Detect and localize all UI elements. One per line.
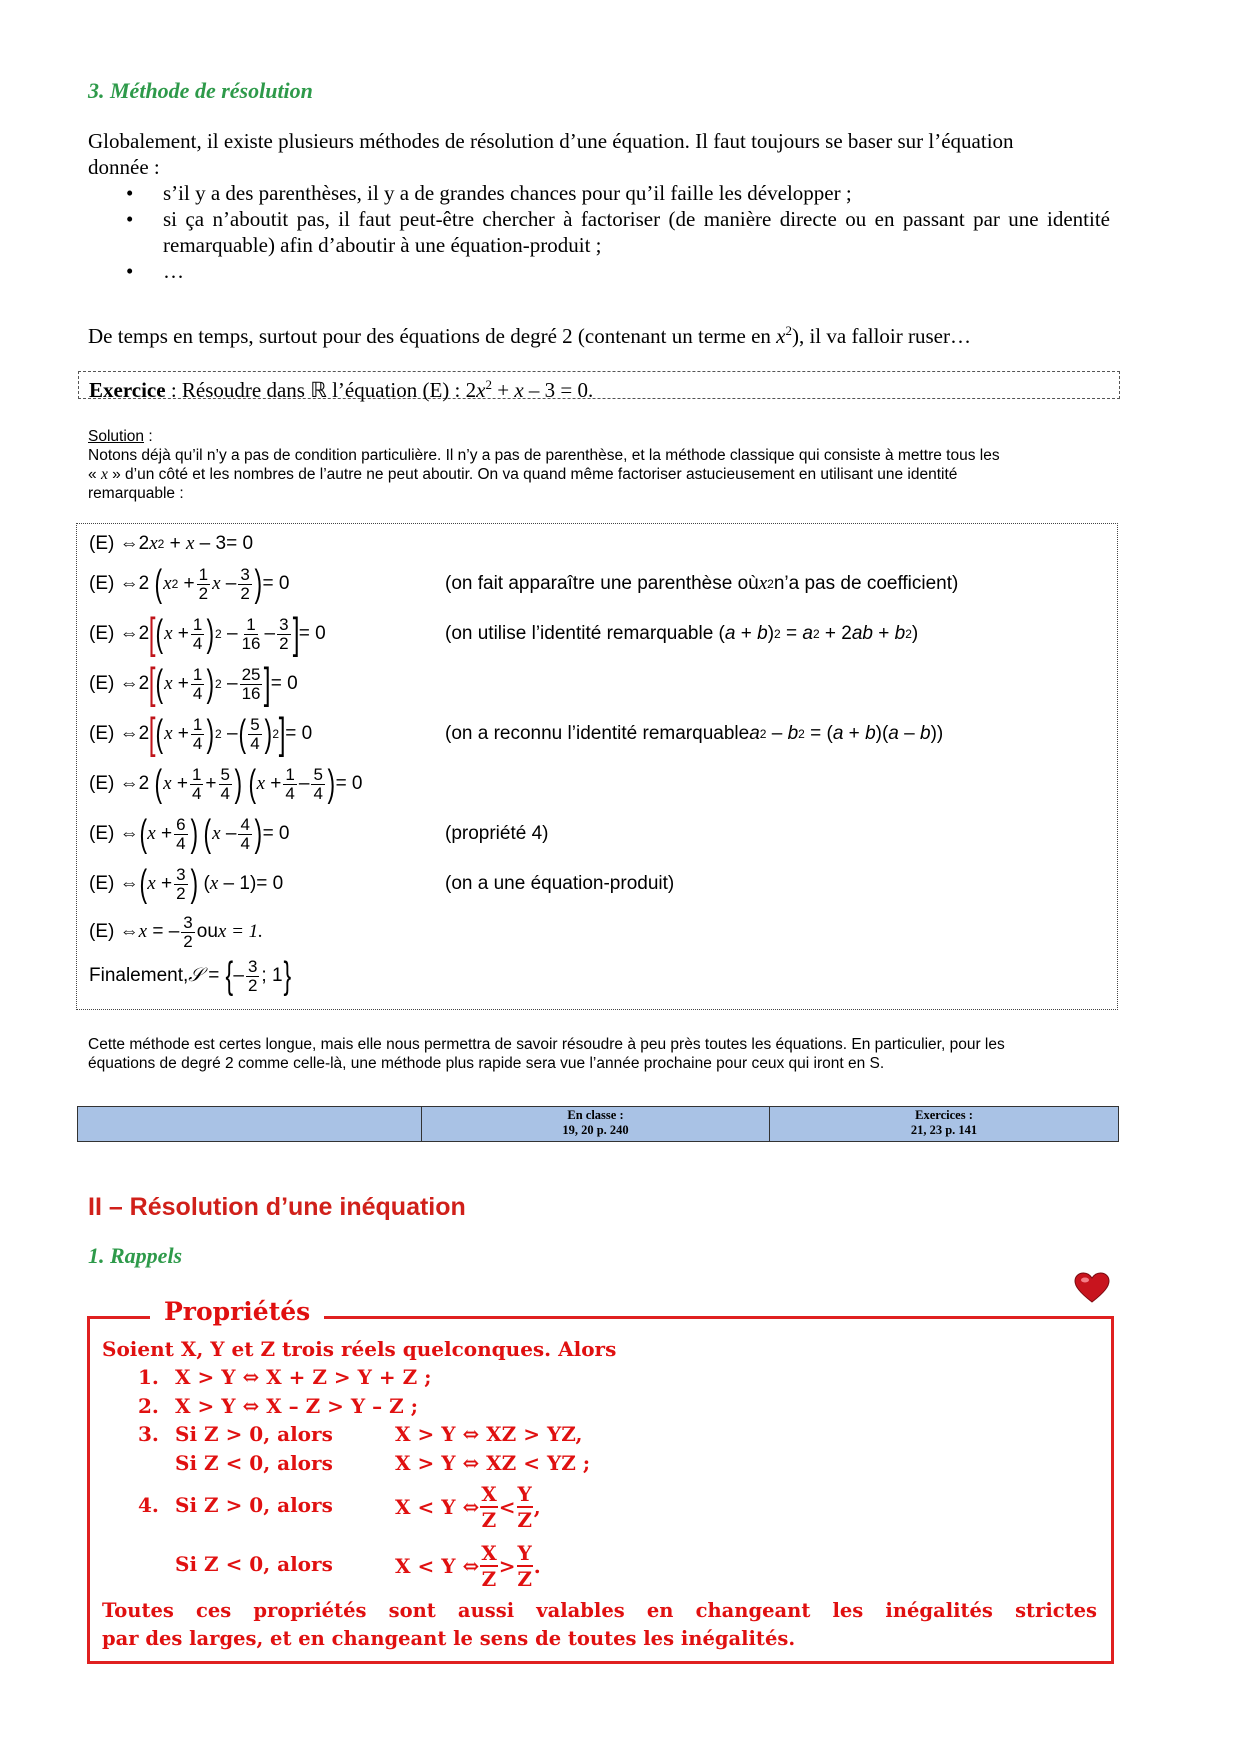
- step-zero: = 0: [270, 673, 298, 694]
- variable: x: [514, 378, 524, 402]
- step-prefix: (E) ⇔: [89, 823, 139, 844]
- step-prefix: (E) ⇔: [89, 533, 139, 554]
- note-text: n’a pas de coefficient): [773, 573, 959, 594]
- intro-line: donnée :: [88, 155, 160, 179]
- step-zero: = 0: [285, 723, 313, 744]
- step-zero: = 0: [226, 533, 254, 554]
- property-number: 2.: [138, 1394, 159, 1418]
- cell-value: 21, 23 p. 141: [910, 1123, 978, 1137]
- degree2-text: ), il va falloir ruser…: [791, 324, 971, 348]
- equation-step: (E) ⇔ ( x + $\frac{3}{2}$ ) ( x – 1) = 0: [89, 863, 284, 905]
- reference-table: [77, 1106, 1119, 1142]
- step-zero: = 0: [256, 873, 284, 894]
- solution-line: » d’un côté et les nombres de l’autre ne peut aboutir. On va quand même factoriser astucieusement en utilisant une identité: [107, 466, 958, 483]
- section-title: 3. Méthode de résolution: [88, 78, 313, 103]
- solution-set-symbol: 𝒮: [188, 965, 203, 986]
- exercise-label: Exercice: [89, 378, 166, 402]
- equation-step: (E) ⇔ x = – $\frac{3}{2}$ ou x = 1.: [89, 912, 263, 951]
- exponent: 2: [785, 323, 792, 338]
- solution-set: Finalement, 𝒮 = { – $\frac{3}{2}$ ; 1 }: [89, 955, 291, 997]
- step-prefix: (E) ⇔: [89, 773, 139, 794]
- exponent: 2: [485, 377, 492, 392]
- property-3b-condition: Si Z < 0, alors: [175, 1451, 333, 1475]
- step-prefix: (E) ⇔: [89, 921, 139, 942]
- step-solution: x = 1.: [217, 921, 263, 942]
- property-1: X > Y ⇔ X + Z > Y + Z ;: [175, 1365, 432, 1389]
- step-prefix: (E) ⇔: [89, 623, 139, 644]
- fraction-denominator: Z: [517, 1567, 532, 1591]
- table-cell-exercises: [770, 1107, 1118, 1141]
- table-cell-in-class: [422, 1107, 770, 1141]
- step-prefix: (E) ⇔: [89, 673, 139, 694]
- step-zero: = 0: [262, 573, 290, 594]
- property-text: ,: [533, 1495, 541, 1519]
- equation-step: (E) ⇔ 2 [ ( x + $\frac{1}{4}$ ) 2 – $\frac{25}{16}$ ] = 0: [89, 659, 298, 708]
- cell-value: 19, 20 p. 240: [562, 1123, 629, 1137]
- exercise-box: [78, 371, 1120, 402]
- fraction-denominator: Z: [517, 1508, 532, 1532]
- note-text: (on fait apparaître une parenthèse où: [445, 573, 759, 594]
- step-note: (on a une équation-produit): [445, 873, 675, 894]
- solution-steps-box: [76, 523, 1118, 1010]
- step-zero: = 0: [262, 823, 290, 844]
- property-3a: X > Y ⇔ XZ > YZ,: [395, 1422, 583, 1446]
- property-number: 3.: [138, 1422, 159, 1446]
- note-text: (on a reconnu l’identité remarquable: [445, 723, 750, 744]
- table-cell-empty: [78, 1107, 422, 1141]
- solution-label: Solution: [88, 428, 145, 445]
- properties-footer: par des larges, et en changeant le sens de toutes les inégalités.: [102, 1627, 796, 1650]
- exercise-text: : Résoudre dans ℝ l’équation (E) : 2: [165, 378, 477, 402]
- heart-icon: [1074, 1272, 1110, 1304]
- properties-intro: Soient X, Y et Z trois réels quelconques. Alors: [102, 1337, 617, 1361]
- degree2-text: De temps en temps, surtout pour des équations de degré 2 (contenant un terme en: [88, 324, 777, 348]
- intro-line: Globalement, il existe plusieurs méthodes de résolution d’une équation. Il faut toujours se baser sur l’équation: [88, 129, 1014, 153]
- conclusion-line: équations de degré 2 comme celle-là, une méthode plus rapide sera vue l’année prochaine pour ceux qui iront en S.: [88, 1055, 885, 1072]
- properties-title: Propriétés: [150, 1297, 324, 1326]
- solution-line: Notons déjà qu’il n’y a pas de condition particulière. Il n’y a pas de parenthèse, et la méthode classique qui consiste à mettre tous les: [88, 447, 1000, 464]
- solution-colon: :: [144, 428, 153, 445]
- list-item: • s’il y a des parenthèses, il y a de grandes chances pour qu’il faille les développer ;: [88, 180, 1118, 206]
- step-or: ou: [196, 921, 218, 942]
- conclusion-line: Cette méthode est certes longue, mais elle nous permettra de savoir résoudre à peu près toutes les équations. En particulier, pour les: [88, 1036, 1005, 1053]
- property-3a-condition: Si Z > 0, alors: [175, 1422, 333, 1446]
- cell-title: Exercices :: [915, 1108, 973, 1122]
- step-note: (on utilise l’identité remarquable ( a + b ) 2 = a 2 + 2 ab + b 2 ): [445, 623, 919, 644]
- subsection-title: 1. Rappels: [88, 1243, 183, 1268]
- equation-step: (E) ⇔ 2 x 2 + x – 3 = 0: [89, 533, 254, 554]
- fraction-numerator: Y: [517, 1541, 532, 1565]
- property-text: .: [533, 1554, 541, 1578]
- method-list: [88, 180, 1118, 284]
- properties-footer: Toutes ces propriétés sont aussi valables en changeant les inégalités strictes: [102, 1599, 1097, 1622]
- exercise-text: – 3 = 0.: [523, 378, 594, 402]
- list-item: • si ça n’aboutit pas, il faut peut-être chercher à factoriser (de manière directe ou en passant par une identité remarquable) afin d’aboutir à une équation-produit ;: [88, 206, 1118, 258]
- property-text: >: [498, 1554, 516, 1578]
- property-text: <: [498, 1495, 516, 1519]
- property-4b: [395, 1538, 541, 1594]
- equation-step: (E) ⇔ 2 ( x + $\frac{1}{4}$ + $\frac{5}{4}$ ) ( x + $\frac{1}{4}$ – $\frac{5}{4}$ ) = 0: [89, 763, 363, 805]
- property-3b: X > Y ⇔ XZ < YZ ;: [395, 1451, 591, 1475]
- properties-box: [87, 1297, 1114, 1664]
- step-prefix: (E) ⇔: [89, 723, 139, 744]
- property-2: X > Y ⇔ X – Z > Y – Z ;: [175, 1394, 419, 1418]
- equation-step: (E) ⇔ 2 [ ( x + $\frac{1}{4}$ ) 2 – $\frac{1}{16}$ – $\frac{3}{2}$ ] = 0: [89, 609, 326, 658]
- fraction-denominator: Z: [481, 1508, 497, 1532]
- property-text: X < Y ⇔: [395, 1554, 480, 1578]
- property-number: 4.: [138, 1493, 159, 1517]
- property-4a: [395, 1479, 541, 1535]
- property-4b-condition: Si Z < 0, alors: [175, 1552, 333, 1576]
- equation-step: (E) ⇔ 2 [ ( x + $\frac{1}{4}$ ) 2 – ( $\frac{5}{4}$ ) 2 ] = 0: [89, 709, 313, 758]
- step-zero: = 0: [335, 773, 363, 794]
- note-text: (on utilise l’identité remarquable (: [445, 623, 725, 644]
- step-note: (propriété 4): [445, 823, 549, 844]
- solution-line: remarquable :: [88, 485, 184, 502]
- step-prefix: (E) ⇔: [89, 573, 139, 594]
- property-4a-condition: Si Z > 0, alors: [175, 1493, 333, 1517]
- fraction-denominator: Z: [481, 1567, 497, 1591]
- equation-step: (E) ⇔ ( x + $\frac{6}{4}$ ) ( x – $\frac{4}{4}$ ) = 0: [89, 813, 290, 855]
- degree2-paragraph: [88, 318, 971, 349]
- equation-step: (E) ⇔ 2 ( x 2 + $\frac{1}{2}$ x – $\frac{3}{2}$ ) = 0: [89, 563, 290, 605]
- variable: x: [100, 466, 108, 483]
- step-prefix: (E) ⇔: [89, 873, 139, 894]
- solution-intro: [88, 427, 1108, 503]
- exercise-text: +: [491, 378, 515, 402]
- intro-paragraph: [88, 128, 1118, 284]
- conclusion-paragraph: [88, 1035, 1116, 1073]
- cell-title: En classe :: [567, 1108, 624, 1122]
- step-zero: = 0: [298, 623, 326, 644]
- property-number: 1.: [138, 1365, 159, 1389]
- fraction-numerator: X: [481, 1541, 497, 1565]
- section-heading: II – Résolution d’une inéquation: [88, 1193, 466, 1221]
- fraction-numerator: Y: [517, 1482, 532, 1506]
- list-item: • …: [88, 258, 1118, 284]
- solution-line: «: [88, 466, 101, 483]
- variable: x: [776, 324, 786, 348]
- variable: x: [476, 378, 486, 402]
- final-label: Finalement,: [89, 965, 189, 986]
- step-note: (on fait apparaître une parenthèse où x 2 n’a pas de coefficient): [445, 573, 959, 594]
- fraction-numerator: X: [481, 1482, 497, 1506]
- step-note: (on a reconnu l’identité remarquable a 2 – b 2 = ( a + b )( a – b )): [445, 723, 944, 744]
- property-text: X < Y ⇔: [395, 1495, 480, 1519]
